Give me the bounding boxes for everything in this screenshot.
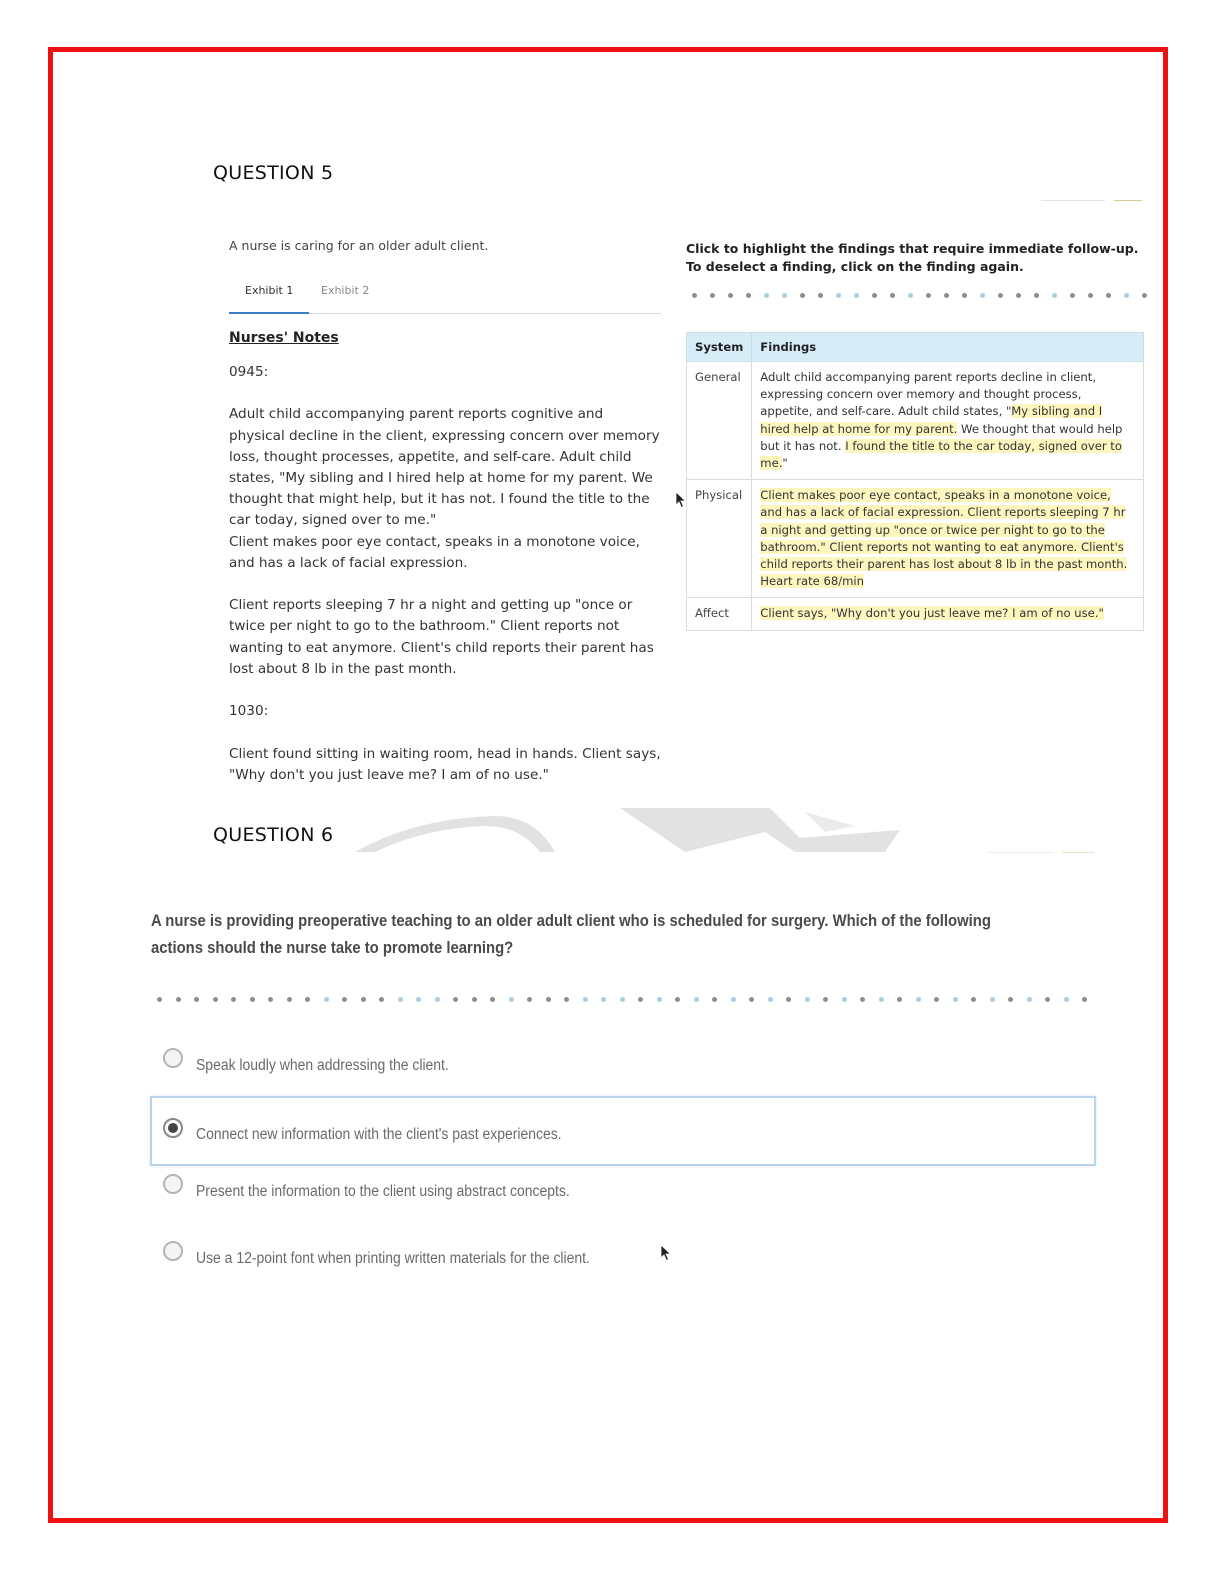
- finding-text[interactable]: We thought that would help but it has not.: [760, 421, 1123, 453]
- answer-option-label: Present the information to the client using abstract concepts.: [196, 1183, 570, 1200]
- table-header-system: System: [687, 333, 752, 362]
- decorative-line: [988, 852, 1054, 853]
- table-row: [687, 598, 1144, 630]
- separator-dot: [916, 997, 921, 1002]
- radio-button-selected[interactable]: [163, 1118, 183, 1138]
- tab-exhibit-1[interactable]: Exhibit 1: [229, 285, 309, 314]
- separator-dot: [712, 997, 717, 1002]
- question-5-instruction: Click to highlight the findings that require immediate follow-up. To deselect a finding, click on the finding again.: [686, 241, 1139, 274]
- radio-button[interactable]: [163, 1174, 183, 1194]
- answer-option-label: Connect new information with the client's past experiences.: [196, 1126, 562, 1143]
- separator-dot: [231, 997, 236, 1002]
- findings-cell: [752, 480, 1144, 598]
- table-header-findings: Findings: [752, 333, 1144, 362]
- separator-dot: [601, 997, 606, 1002]
- separator-dot: [638, 997, 643, 1002]
- separator-dot: [398, 997, 403, 1002]
- separator-dot: [657, 997, 662, 1002]
- separator-dot: [546, 997, 551, 1002]
- separator-dot: [890, 293, 895, 298]
- separator-dot: [1008, 997, 1013, 1002]
- question-5-stem: A nurse is caring for an older adult client.: [229, 238, 489, 253]
- radio-button[interactable]: [163, 1241, 183, 1261]
- separator-dot: [1034, 293, 1039, 298]
- separator-dot: [250, 997, 255, 1002]
- separator-dot: [1124, 293, 1129, 298]
- separator-dot: [472, 997, 477, 1002]
- separator-dot: [1082, 997, 1087, 1002]
- separator-dot: [710, 293, 715, 298]
- separator-dot: [1045, 997, 1050, 1002]
- question-5-title: QUESTION 5: [213, 162, 334, 184]
- separator-dot: [435, 997, 440, 1002]
- separator-dot: [786, 997, 791, 1002]
- system-cell: General: [687, 362, 752, 480]
- separator-dot: [764, 293, 769, 298]
- table-row: [687, 362, 1144, 480]
- answer-option[interactable]: [150, 1233, 1096, 1300]
- note-paragraph: Client makes poor eye contact, speaks in a monotone voice, and has a lack of facial expression.: [229, 533, 640, 571]
- separator-dot: [379, 997, 384, 1002]
- separator-dot: [971, 997, 976, 1002]
- answer-option-selected[interactable]: [150, 1096, 1096, 1166]
- separator-dot: [287, 997, 292, 1002]
- table-row: [687, 480, 1144, 598]
- note-paragraph: Client reports sleeping 7 hr a night and getting up "once or twice per night to go to the bathroom." Client reports not wanting to eat anymore. Client's child reports their parent has lost about 8 lb in the past month.: [229, 597, 654, 677]
- separator-dot: [490, 997, 495, 1002]
- separator-dot: [176, 997, 181, 1002]
- dot-separator: [692, 293, 1160, 298]
- answer-option[interactable]: [150, 1040, 1096, 1096]
- separator-dot: [872, 293, 877, 298]
- separator-dot: [1016, 293, 1021, 298]
- separator-dot: [823, 997, 828, 1002]
- separator-dot: [746, 293, 751, 298]
- question-6-stem: A nurse is providing preoperative teaching to an older adult client who is scheduled for surgery. Which of the following actions should the nurse take to promote learning?: [151, 912, 991, 957]
- answer-options: [150, 1040, 1096, 1300]
- separator-dot: [583, 997, 588, 1002]
- separator-dot: [879, 997, 884, 1002]
- findings-cell: [752, 362, 1144, 480]
- note-paragraph: Adult child accompanying parent reports cognitive and physical decline in the client, expressing concern over memory loss, thought processes, appetite, and self-care. Adult child states, "My sibling and I hired help at home for my parent. We thought that might help, but it has not. I found the title to the car today, signed over to me.": [229, 406, 660, 529]
- note-time-0945: 0945:: [229, 364, 269, 380]
- separator-dot: [675, 997, 680, 1002]
- separator-dot: [990, 997, 995, 1002]
- separator-dot: [564, 997, 569, 1002]
- separator-dot: [1106, 293, 1111, 298]
- separator-dot: [1052, 293, 1057, 298]
- separator-dot: [953, 997, 958, 1002]
- separator-dot: [731, 997, 736, 1002]
- separator-dot: [268, 997, 273, 1002]
- separator-dot: [998, 293, 1003, 298]
- separator-dot: [934, 997, 939, 1002]
- separator-dot: [620, 997, 625, 1002]
- finding-highlighted[interactable]: I found the title to the car today, signed over to me.: [760, 438, 1122, 471]
- separator-dot: [1070, 293, 1075, 298]
- separator-dot: [860, 997, 865, 1002]
- separator-dot: [897, 997, 902, 1002]
- note-paragraph: Client found sitting in waiting room, head in hands. Client says, "Why don't you just leave me? I am of no use.": [229, 745, 661, 783]
- separator-dot: [509, 997, 514, 1002]
- separator-dot: [342, 997, 347, 1002]
- separator-dot: [854, 293, 859, 298]
- separator-dot: [962, 293, 967, 298]
- separator-dot: [157, 997, 162, 1002]
- separator-dot: [1088, 293, 1093, 298]
- separator-dot: [980, 293, 985, 298]
- separator-dot: [1064, 997, 1069, 1002]
- separator-dot: [1027, 997, 1032, 1002]
- tab-exhibit-2[interactable]: Exhibit 2: [321, 284, 370, 297]
- question-5-exhibit-panel: [229, 238, 661, 786]
- separator-dot: [842, 997, 847, 1002]
- separator-dot: [944, 293, 949, 298]
- separator-dot: [361, 997, 366, 1002]
- separator-dot: [805, 997, 810, 1002]
- question-6-title: QUESTION 6: [213, 824, 334, 846]
- decorative-line: [1114, 200, 1142, 201]
- system-cell: Affect: [687, 598, 752, 630]
- separator-dot: [728, 293, 733, 298]
- separator-dot: [836, 293, 841, 298]
- separator-dot: [1142, 293, 1147, 298]
- separator-dot: [782, 293, 787, 298]
- separator-dot: [692, 293, 697, 298]
- separator-dot: [926, 293, 931, 298]
- finding-text[interactable]: ": [782, 456, 788, 471]
- finding-text[interactable]: Adult child accompanying parent reports decline in client, expressing concern over memory and thought process, appetite, and self-care. Adult child states, ": [760, 370, 1097, 419]
- note-time-1030: 1030:: [229, 703, 269, 720]
- separator-dot: [818, 293, 823, 298]
- exhibit-tabs: [229, 275, 661, 314]
- finding-highlighted[interactable]: Client makes poor eye contact, speaks in a monotone voice, and has a lack of facial expression. Client reports sleeping 7 hr a night and getting up "once or twice per night to go to the bathroom." Client reports not wanting to eat anymore. Client's child reports their parent has lost about 8 lb in the past month. Heart rate 68/min: [760, 488, 1128, 589]
- decorative-line: [1041, 200, 1105, 201]
- separator-dot: [453, 997, 458, 1002]
- separator-dot: [416, 997, 421, 1002]
- system-cell: Physical: [687, 480, 752, 598]
- radio-button[interactable]: [163, 1048, 183, 1068]
- separator-dot: [527, 997, 532, 1002]
- answer-option-label: Use a 12-point font when printing written materials for the client.: [196, 1250, 590, 1267]
- nurses-notes: [229, 362, 661, 786]
- answer-option-label: Speak loudly when addressing the client.: [196, 1057, 449, 1074]
- separator-dot: [324, 997, 329, 1002]
- separator-dot: [213, 997, 218, 1002]
- decorative-line: [1062, 852, 1094, 853]
- finding-highlighted[interactable]: Client says, "Why don't you just leave me? I am of no use.": [760, 606, 1104, 621]
- answer-option[interactable]: [150, 1166, 1096, 1233]
- separator-dot: [908, 293, 913, 298]
- separator-dot: [694, 997, 699, 1002]
- radio-dot: [168, 1123, 178, 1133]
- finding-highlighted[interactable]: My sibling and I hired help at home for my parent.: [760, 404, 1103, 436]
- separator-dot: [194, 997, 199, 1002]
- separator-dot: [800, 293, 805, 298]
- findings-table: [686, 332, 1144, 631]
- findings-cell: [752, 598, 1144, 630]
- dot-separator: [157, 997, 1101, 1002]
- watermark-logo: [355, 808, 905, 854]
- separator-dot: [749, 997, 754, 1002]
- nurses-notes-title: Nurses' Notes: [229, 330, 339, 346]
- separator-dot: [768, 997, 773, 1002]
- separator-dot: [305, 997, 310, 1002]
